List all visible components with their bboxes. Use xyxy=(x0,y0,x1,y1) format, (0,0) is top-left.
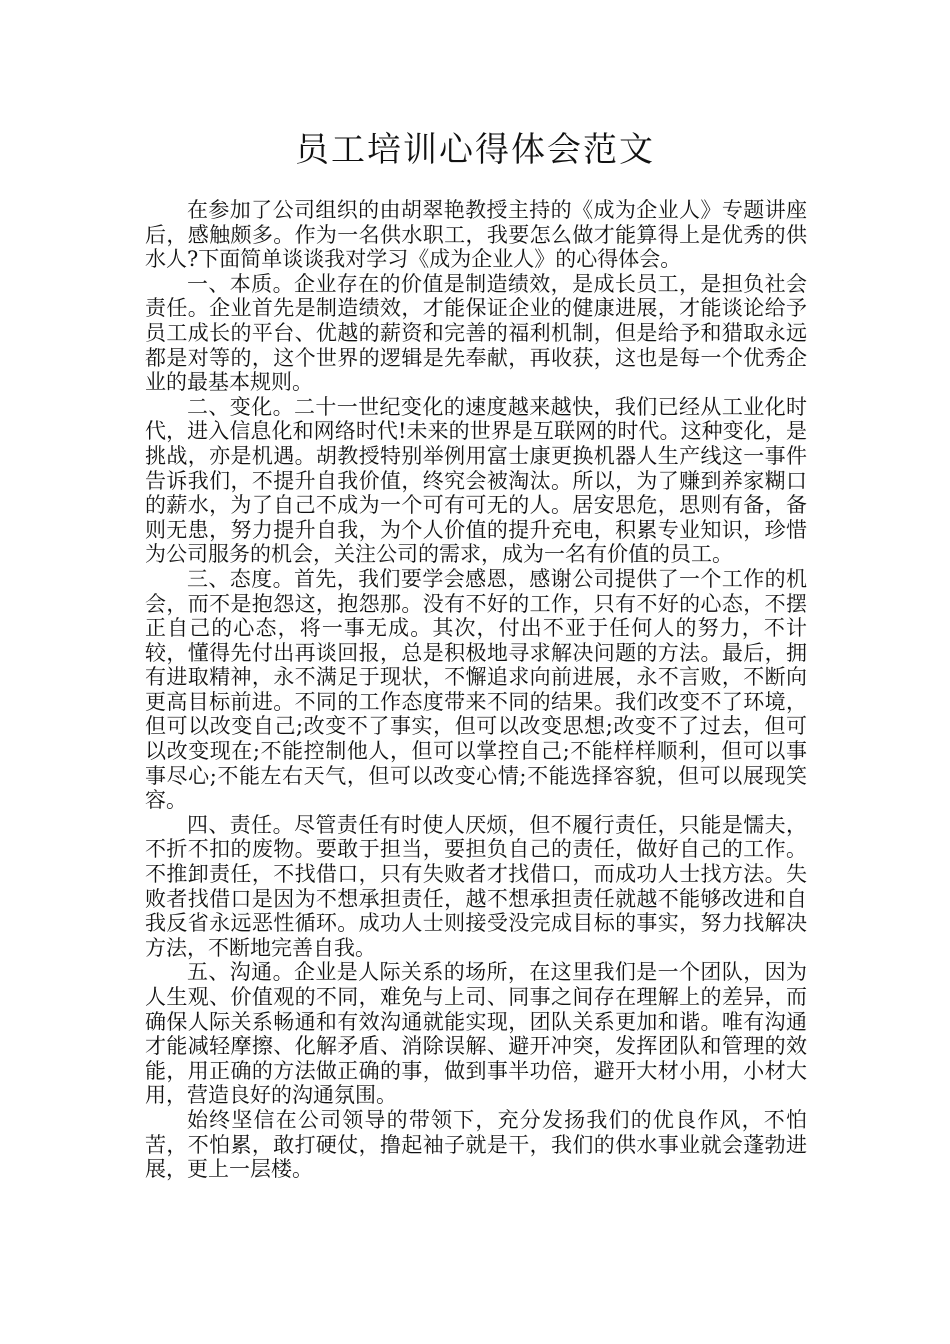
paragraph-change: 二、变化。二十一世纪变化的速度越来越快，我们已经从工业化时代，进入信息化和网络时代!未来的世界是互联网的时代。这种变化，是挑战，亦是机遇。胡教授特别举例用富士康更换机器人生产线这一事件告诉我们，不提升自我价值，终究会被淘汰。所以，为了赚到养家糊口的薪水，为了自己不成为一个可有可无的人。居安思危，思则有备，备则无患，努力提升自我，为个人价值的提升充电，积累专业知识，珍惜为公司服务的机会，关注公司的需求，成为一名有价值的员工。 xyxy=(145,394,807,567)
document-title: 员工培训心得体会范文 xyxy=(295,130,655,170)
paragraph-intro: 在参加了公司组织的由胡翠艳教授主持的《成为企业人》专题讲座后，感触颇多。作为一名供水职工，我要怎么做才能算得上是优秀的供水人?下面简单谈谈我对学习《成为企业人》的心得体会。 xyxy=(145,198,807,272)
paragraph-attitude: 三、态度。首先，我们要学会感恩，感谢公司提供了一个工作的机会，而不是抱怨这，抱怨那。没有不好的工作，只有不好的心态，不摆正自己的心态，将一事无成。其次，付出不亚于任何人的努力，不计较，懂得先付出再谈回报，总是积极地寻求解决问题的方法。最后，拥有进取精神，永不满足于现状，不懈追求向前进展，永不言败，不断向更高目标前进。不同的工作态度带来不同的结果。我们改变不了环境，但可以改变自己;改变不了事实，但可以改变思想;改变不了过去，但可以改变现在;不能控制他人，但可以掌控自己;不能样样顺利，但可以事事尽心;不能左右天气，但可以改变心情;不能选择容貌，但可以展现笑容。 xyxy=(145,566,807,813)
paragraph-conclusion: 始终坚信在公司领导的带领下，充分发扬我们的优良作风，不怕苦，不怕累，敢打硬仗，撸起袖子就是干，我们的供水事业就会蓬勃进展，更上一层楼。 xyxy=(145,1107,807,1182)
paragraph-communication: 五、沟通。企业是人际关系的场所，在这里我们是一个团队，因为人生观、价值观的不同，难免与上司、同事之间存在理解上的差异，而确保人际关系畅通和有效沟通就能实现，团队关系更加和谐。唯有沟通才能减轻摩擦、化解矛盾、消除误解、避开冲突，发挥团队和管理的效能，用正确的方法做正确的事，做到事半功倍，避开大材小用，小材大用，营造良好的沟通氛围。 xyxy=(145,960,807,1108)
document-body xyxy=(145,198,807,1182)
paragraph-essence: 一、本质。企业存在的价值是制造绩效，是成长员工，是担负社会责任。企业首先是制造绩效，才能保证企业的健康进展，才能谈论给予员工成长的平台、优越的薪资和完善的福利机制，但是给予和猎取永远都是对等的，这个世界的逻辑是先奉献，再收获，这也是每一个优秀企业的最基本规则。 xyxy=(145,271,807,395)
paragraph-responsibility: 四、责任。尽管责任有时使人厌烦，但不履行责任，只能是懦夫，不折不扣的废物。要敢于担当，要担负自己的责任，做好自己的工作。不推卸责任，不找借口，只有失败者才找借口，而成功人士找方法。失败者找借口是因为不想承担责任，越不想承担责任就越不能够改进和自我反省永远恶性循环。成功人士则接受没完成目标的事实，努力找解决方法，不断地完善自我。 xyxy=(145,812,807,960)
